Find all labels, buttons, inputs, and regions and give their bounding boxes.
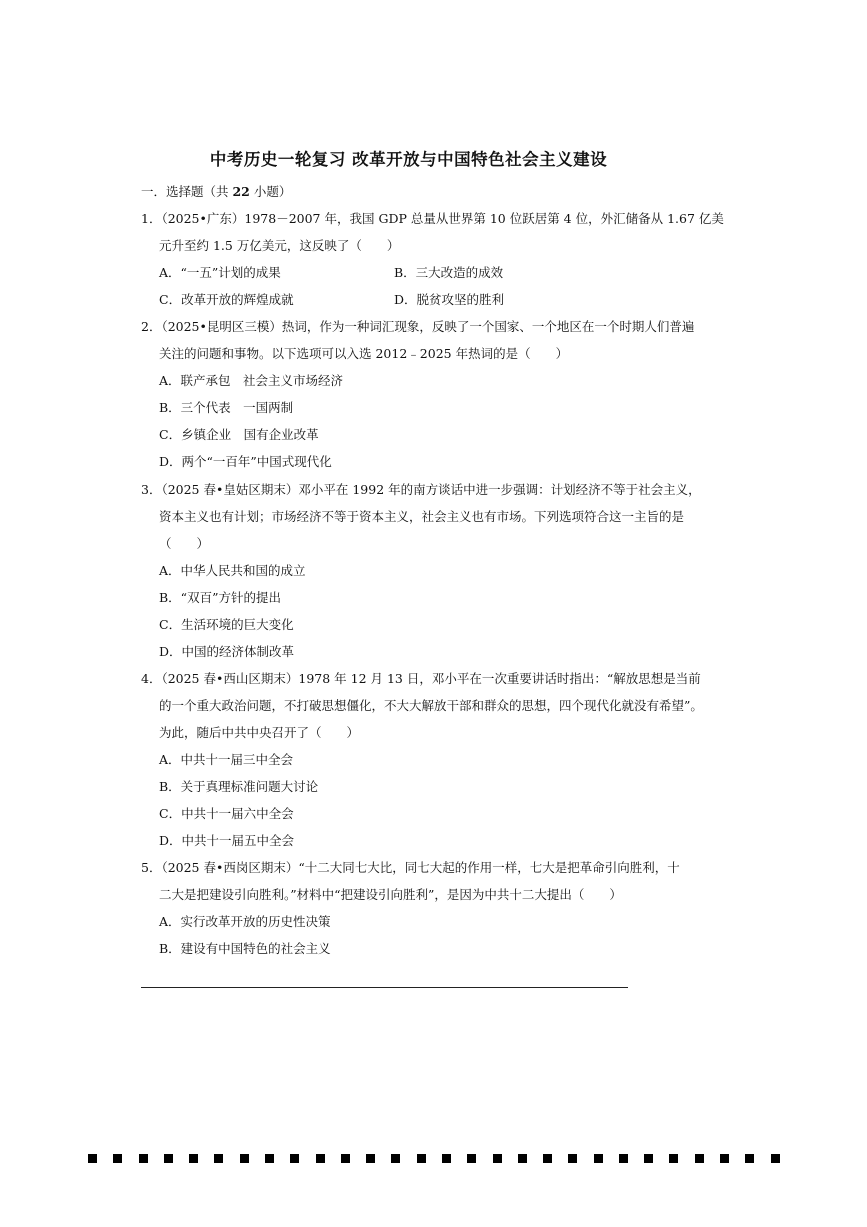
dash-mark	[88, 1154, 97, 1163]
dash-mark	[669, 1154, 678, 1163]
question-3-option-d: D．中国的经济体制改革	[159, 644, 295, 659]
question-2-option-d: D．两个“一百年”中国式现代化	[159, 454, 332, 469]
dash-mark	[594, 1154, 603, 1163]
dash-mark	[189, 1154, 198, 1163]
dash-mark	[518, 1154, 527, 1163]
question-1-stem-cont: 元升至约 1.5 万亿美元，这反映了（ ）	[159, 238, 400, 253]
question-4-option-c: C．中共十一届六中全会	[159, 806, 294, 821]
dash-mark	[113, 1154, 122, 1163]
question-5-stem-cont: 二大是把建设引向胜利。”材料中“把建设引向胜利”，是因为中共十二大提出（ ）	[159, 887, 622, 902]
dash-mark	[164, 1154, 173, 1163]
dash-mark	[391, 1154, 400, 1163]
question-4-stem-cont-2: 为此，随后中共中央召开了（ ）	[159, 725, 360, 740]
dash-mark	[543, 1154, 552, 1163]
question-1-option-c: C．改革开放的辉煌成就	[159, 292, 294, 307]
question-1-stem: 1．（2025•广东）1978－2007 年，我国 GDP 总量从世界第 10 位跃居第 4 位，外汇储备从 1.67 亿美	[141, 211, 724, 226]
question-4-option-a: A．中共十一届三中全会	[159, 752, 294, 767]
dash-mark	[568, 1154, 577, 1163]
question-1-option-b: B．三大改造的成效	[394, 265, 504, 280]
dash-mark	[442, 1154, 451, 1163]
section-prefix: 一．选择题（共	[141, 184, 233, 199]
question-1-option-d: D．脱贫攻坚的胜利	[394, 292, 505, 307]
dash-mark	[619, 1154, 628, 1163]
dash-mark	[493, 1154, 502, 1163]
dash-mark	[214, 1154, 223, 1163]
dash-mark	[139, 1154, 148, 1163]
question-2-option-b: B．三个代表 一国两制	[159, 400, 294, 415]
question-3-option-a: A．中华人民共和国的成立	[159, 563, 306, 578]
question-4-stem: 4．（2025 春•西山区期末）1978 年 12 月 13 日，邓小平在一次重要讲话时指出：“解放思想是当前	[141, 671, 701, 686]
question-3-stem-cont-2: （ ）	[159, 536, 210, 551]
question-count: 22	[232, 184, 250, 199]
dash-mark	[745, 1154, 754, 1163]
dash-mark	[695, 1154, 704, 1163]
dash-mark	[341, 1154, 350, 1163]
dash-mark	[771, 1154, 780, 1163]
page-title: 中考历史一轮复习 改革开放与中国特色社会主义建设	[209, 150, 608, 169]
question-3-option-b: B．“双百”方针的提出	[159, 590, 281, 605]
dash-mark	[240, 1154, 249, 1163]
dash-mark	[644, 1154, 653, 1163]
question-2-option-c: C．乡镇企业 国有企业改革	[159, 427, 319, 442]
question-1-option-a: A．“一五”计划的成果	[159, 265, 281, 280]
question-5-stem: 5．（2025 春•西岗区期末）“十二大同七大比，同七大起的作用一样，七大是把革命引向胜利，十	[141, 860, 680, 875]
footer-rule	[141, 987, 628, 988]
dash-mark	[265, 1154, 274, 1163]
question-3-stem-cont: 资本主义也有计划；市场经济不等于资本主义，社会主义也有市场。下列选项符合这一主旨的是	[159, 509, 685, 524]
question-2-stem-cont: 关注的问题和事物。以下选项可以入选 2012﹣2025 年热词的是（ ）	[159, 346, 569, 361]
question-3-stem: 3．（2025 春•皇姑区期末）邓小平在 1992 年的南方谈话中进一步强调：计划经济不等于社会主义，	[141, 482, 701, 497]
question-5-option-a: A．实行改革开放的历史性决策	[159, 914, 331, 929]
section-heading	[141, 182, 291, 200]
dash-mark	[290, 1154, 299, 1163]
dash-mark	[720, 1154, 729, 1163]
question-2-stem: 2．（2025•昆明区三模）热词，作为一种词汇现象，反映了一个国家、一个地区在一个时期人们普遍	[141, 319, 695, 334]
dash-mark	[467, 1154, 476, 1163]
section-suffix: 小题）	[249, 184, 292, 199]
question-3-option-c: C．生活环境的巨大变化	[159, 617, 294, 632]
question-4-stem-cont: 的一个重大政治问题，不打破思想僵化，不大大解放干部和群众的思想，四个现代化就没有希望”。	[159, 698, 703, 713]
page-break-dashes	[88, 1154, 780, 1163]
question-4-option-d: D．中共十一届五中全会	[159, 833, 295, 848]
dash-mark	[366, 1154, 375, 1163]
question-4-option-b: B．关于真理标准问题大讨论	[159, 779, 319, 794]
question-2-option-a: A．联产承包 社会主义市场经济	[159, 373, 344, 388]
question-5-option-b: B．建设有中国特色的社会主义	[159, 941, 331, 956]
dash-mark	[316, 1154, 325, 1163]
dash-mark	[417, 1154, 426, 1163]
